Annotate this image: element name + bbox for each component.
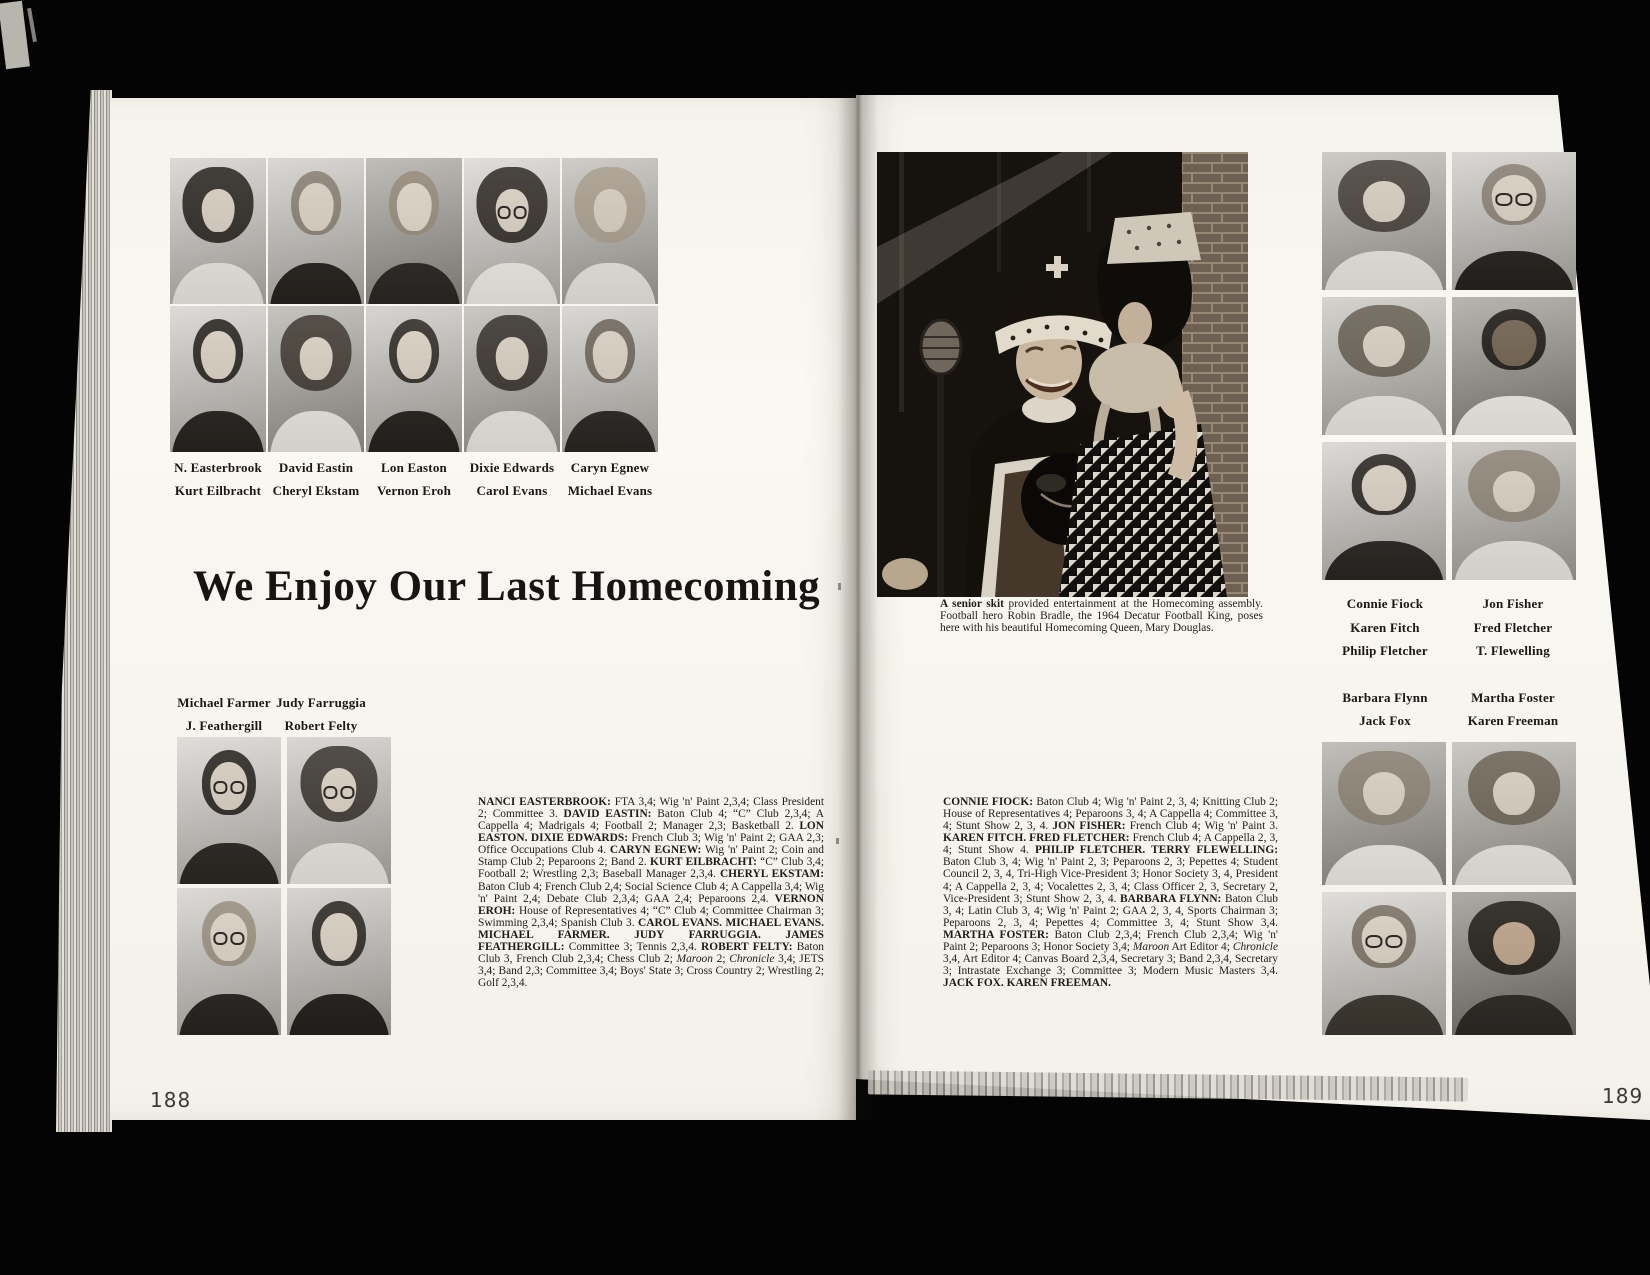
scan-speck — [836, 838, 839, 844]
portrait-name: N. Easterbrook — [174, 460, 262, 475]
portrait-name: Kurt Eilbracht — [174, 483, 262, 498]
photo-caption: A senior skit provided entertainment at the Homecoming assembly. Football hero Robin Bradle, the 1964 Decatur Football King, poses here with his beautiful Homecoming Queen, Mary Douglas. — [940, 598, 1263, 635]
page-number-right: 189 — [1602, 1084, 1644, 1108]
face-shape — [496, 189, 529, 233]
glasses-shape — [498, 206, 527, 219]
body-shape — [1454, 396, 1573, 435]
hair-shape — [585, 319, 635, 383]
hair-shape — [291, 171, 341, 235]
body-shape — [564, 411, 656, 452]
portrait-name: Michael Farmer — [177, 695, 271, 710]
hair-shape — [1338, 305, 1430, 377]
hair-shape — [574, 167, 645, 243]
activities-text-right: CONNIE FIOCK: Baton Club 4; Wig 'n' Paint 2, 3, 4; Knitting Club 2; House of Representatives 4; Peparoons 3, 4; A Cappella 4; Committee 3, 4; Stunt Show 2, 3, 4. JON FISHER: French Club 4; Wig 'n' Paint 3. KAREN FITCH. FRED FLETCHER: French Club 4; A Cappella 2, 3, 4; Stunt Show 4. PHILIP FLETCHER. TERRY FLEWELLING: Baton Club 3, 4; Wig 'n' Paint 2, 3; Peparoons 2, 3; Pepettes 4; Student Council 2, 3, 4, Tri-High Vice-President 3; Honor Society 3, 4, President 4; A Cappella 2, 3, 4; Vocalettes 2, 3, 4; Class Officer 2, 3, Secretary 2, Vice-President 3; Stunt Show 2, 3, 4. BARBARA FLYNN: Baton Club 3, 4; Latin Club 3, 4; Wig 'n' Paint 2; GAA 2, 3, 4, Sports Chairman 3; Peparoons 2, 3, 4; Pepettes 4; Committee 3, 4; Stunt Show 3,4. MARTHA FOSTER: Baton Club 2,3,4; French Club 2,3,4; Wig 'n' Paint 2; Peparoons 3; Honor Society 3,4; Maroon Art Editor 4; Chronicle 3,4, Art Editor 4; Canvas Board 2,3,4, Secretary 3; Band 2,3,4, Secretary 3; Intrastate Exchange 3; Committee 3; Modern Music Masters 3,4. JACK FOX. KAREN FREEMAN. — [943, 796, 1279, 990]
face-shape — [1493, 471, 1535, 512]
hair-shape — [476, 315, 547, 391]
portrait-photo-michael-farmer — [177, 737, 281, 884]
portrait-name: Martha Foster — [1471, 690, 1555, 705]
hair-shape — [476, 167, 547, 243]
body-shape — [466, 263, 558, 304]
body-shape — [368, 263, 460, 304]
hair-shape — [1468, 751, 1560, 825]
portrait-photo-jack-fox — [1322, 892, 1446, 1035]
face-shape — [1492, 175, 1537, 221]
portrait-photo-vernon-eroh — [366, 306, 462, 452]
body-shape — [1454, 995, 1573, 1035]
face-shape — [1363, 326, 1405, 367]
face-shape — [201, 331, 236, 379]
scan-dust — [27, 8, 37, 42]
portrait-name: Barbara Flynn — [1342, 690, 1428, 705]
body-shape — [564, 263, 656, 304]
hair-shape — [193, 319, 243, 383]
hair-shape — [182, 167, 253, 243]
body-shape — [179, 994, 279, 1035]
body-shape — [270, 263, 362, 304]
face-shape — [1362, 465, 1407, 511]
portrait-name: Caryn Egnew — [570, 460, 650, 475]
hair-shape — [312, 901, 366, 966]
body-shape — [172, 263, 264, 304]
portrait-name: Judy Farruggia — [276, 695, 366, 710]
portrait-name: Robert Felty — [284, 718, 358, 733]
portrait-name: Cheryl Ekstam — [272, 483, 360, 498]
hair-shape — [280, 315, 351, 391]
body-shape — [466, 411, 558, 452]
homecoming-assembly-photo — [877, 152, 1248, 597]
hair-shape — [1482, 164, 1546, 225]
portrait-name: Jack Fox — [1359, 713, 1411, 728]
hair-shape — [202, 750, 256, 815]
portrait-photo-cheryl-ekstam — [268, 306, 364, 452]
body-shape — [1324, 845, 1443, 885]
portrait-photo-fred-fletcher — [1452, 297, 1576, 435]
face-shape — [1363, 181, 1405, 222]
hair-shape — [1468, 901, 1560, 975]
portrait-name: Connie Fiock — [1346, 596, 1424, 611]
portrait-photo-martha-foster — [1452, 742, 1576, 885]
portrait-photo-barbara-flynn — [1322, 742, 1446, 885]
face-shape — [210, 762, 247, 811]
senior-portrait-grid-right-top — [1322, 152, 1576, 580]
portrait-name: Karen Freeman — [1467, 713, 1559, 728]
portrait-photo-t-flewelling — [1452, 442, 1576, 580]
face-shape — [321, 768, 356, 812]
portrait-photo-kurt-eilbracht — [170, 306, 266, 452]
body-shape — [1324, 995, 1443, 1035]
face-shape — [1362, 916, 1407, 963]
portrait-name: Karen Fitch — [1350, 620, 1420, 635]
portrait-name: J. Feathergill — [185, 718, 263, 733]
body-shape — [289, 994, 389, 1035]
body-shape — [1324, 541, 1443, 580]
body-shape — [1454, 541, 1573, 580]
face-shape — [1493, 772, 1535, 815]
page-number-left: 188 — [150, 1088, 192, 1112]
portrait-name: David Eastin — [278, 460, 354, 475]
portrait-photo-michael-evans — [562, 306, 658, 452]
face-shape — [496, 337, 529, 381]
glasses-shape — [1495, 193, 1532, 205]
glasses-shape — [323, 786, 354, 799]
portrait-photo-karen-fitch — [1322, 297, 1446, 435]
portrait-name: Dixie Edwards — [469, 460, 555, 475]
hair-shape — [389, 319, 439, 383]
portrait-name: Michael Evans — [567, 483, 653, 498]
body-shape — [1454, 845, 1573, 885]
body-shape — [172, 411, 264, 452]
portrait-photo-judy-farruggia — [287, 737, 391, 884]
senior-portrait-grid-right-bottom — [1322, 742, 1576, 1035]
face-shape — [397, 183, 432, 231]
hair-shape — [1352, 454, 1416, 515]
face-shape — [397, 331, 432, 379]
section-headline: We Enjoy Our Last Homecoming — [193, 563, 821, 610]
glasses-shape — [213, 932, 244, 945]
page-stack-edge — [56, 90, 112, 1132]
portrait-photo-jon-fisher — [1452, 152, 1576, 290]
face-shape — [1363, 772, 1405, 815]
scan-dust — [0, 1, 30, 69]
face-shape — [593, 331, 628, 379]
senior-portrait-grid-left — [170, 158, 658, 452]
hair-shape — [1482, 309, 1546, 370]
hair-shape — [1338, 160, 1430, 232]
body-shape — [1324, 251, 1443, 290]
scan-speck — [838, 583, 841, 590]
body-shape — [1324, 396, 1443, 435]
face-shape — [210, 913, 247, 962]
portrait-name: Carol Evans — [476, 483, 548, 498]
glasses-shape — [213, 781, 244, 794]
body-shape — [289, 843, 389, 884]
portrait-name: Philip Fletcher — [1342, 643, 1428, 658]
portrait-name: Lon Easton — [381, 460, 447, 475]
body-shape — [270, 411, 362, 452]
body-shape — [368, 411, 460, 452]
glasses-shape — [1365, 935, 1402, 948]
senior-portrait-grid-left-bottom — [177, 737, 391, 1035]
body-shape — [1454, 251, 1573, 290]
portrait-name: T. Flewelling — [1476, 643, 1550, 658]
portrait-name: Fred Fletcher — [1473, 620, 1553, 635]
portrait-photo-carol-evans — [464, 306, 560, 452]
face-shape — [594, 189, 627, 233]
portrait-photo-connie-fiock — [1322, 152, 1446, 290]
face-shape — [202, 189, 235, 233]
hand-shape — [882, 558, 928, 590]
portrait-photo-dixie-edwards — [464, 158, 560, 304]
face-shape — [1492, 320, 1537, 366]
hair-shape — [1338, 751, 1430, 825]
portrait-photo-n-easterbrook — [170, 158, 266, 304]
portrait-photo-karen-freeman — [1452, 892, 1576, 1035]
portrait-name: Vernon Eroh — [376, 483, 452, 498]
hair-shape — [389, 171, 439, 235]
portrait-photo-david-eastin — [268, 158, 364, 304]
face-shape — [1493, 922, 1535, 965]
portrait-name: Jon Fisher — [1482, 596, 1544, 611]
body-shape — [179, 843, 279, 884]
activities-text-left: NANCI EASTERBROOK: FTA 3,4; Wig 'n' Paint 2,3,4; Class President 2; Committee 3. DAVID EASTIN: Baton Club 4; “C” Club 2,3,4; A Cappella 4; Madrigals 4; Football 2; Manager 2,3; Basketball 2. LON EASTON. DIXIE EDWARDS: French Club 3; Wig 'n' Paint 2; GAA 2,3; Office Occupations Club 4. CARYN EGNEW: Wig 'n' Paint 2; Coin and Stamp Club 2; Peparoons 2; Band 2. KURT EILBRACHT: “C” Club 3,4; Football 2; Wrestling 2,3; Baseball Manager 2,3,4. CHERYL EKSTAM: Baton Club 4; French Club 2,4; Social Science Club 4; A Cappella 3,4; Wig 'n' Paint 2,4; Debate Club 2,3,4; GAA 2,4; Peparoons 2,4. VERNON EROH: House of Representatives 4; “C” Club 4; Committee Chairman 3; Swimming 2,3,4; Spanish Club 3. CAROL EVANS. MICHAEL EVANS. MICHAEL FARMER. JUDY FARRUGGIA. JAMES FEATHERGILL: Committee 3; Tennis 2,3,4. ROBERT FELTY: Baton Club 3, French Club 2,3,4; Chess Club 2; Maroon 2; Chronicle 3,4; JETS 3,4; Band 2,3; Committee 3,4; Boys' State 3; Cross Country 2; Wrestling 2; Golf 2,3,4. — [478, 796, 824, 990]
hair-shape — [1468, 450, 1560, 522]
face-shape — [299, 183, 334, 231]
face-shape — [300, 337, 333, 381]
portrait-photo-philip-fletcher — [1322, 442, 1446, 580]
hair-shape — [301, 746, 378, 822]
portrait-photo-lon-easton — [366, 158, 462, 304]
portrait-photo-caryn-egnew — [562, 158, 658, 304]
face-shape — [320, 913, 357, 962]
portrait-photo-robert-felty — [287, 888, 391, 1035]
portrait-photo-j-feathergill — [177, 888, 281, 1035]
hair-shape — [1352, 905, 1416, 968]
hair-shape — [202, 901, 256, 966]
